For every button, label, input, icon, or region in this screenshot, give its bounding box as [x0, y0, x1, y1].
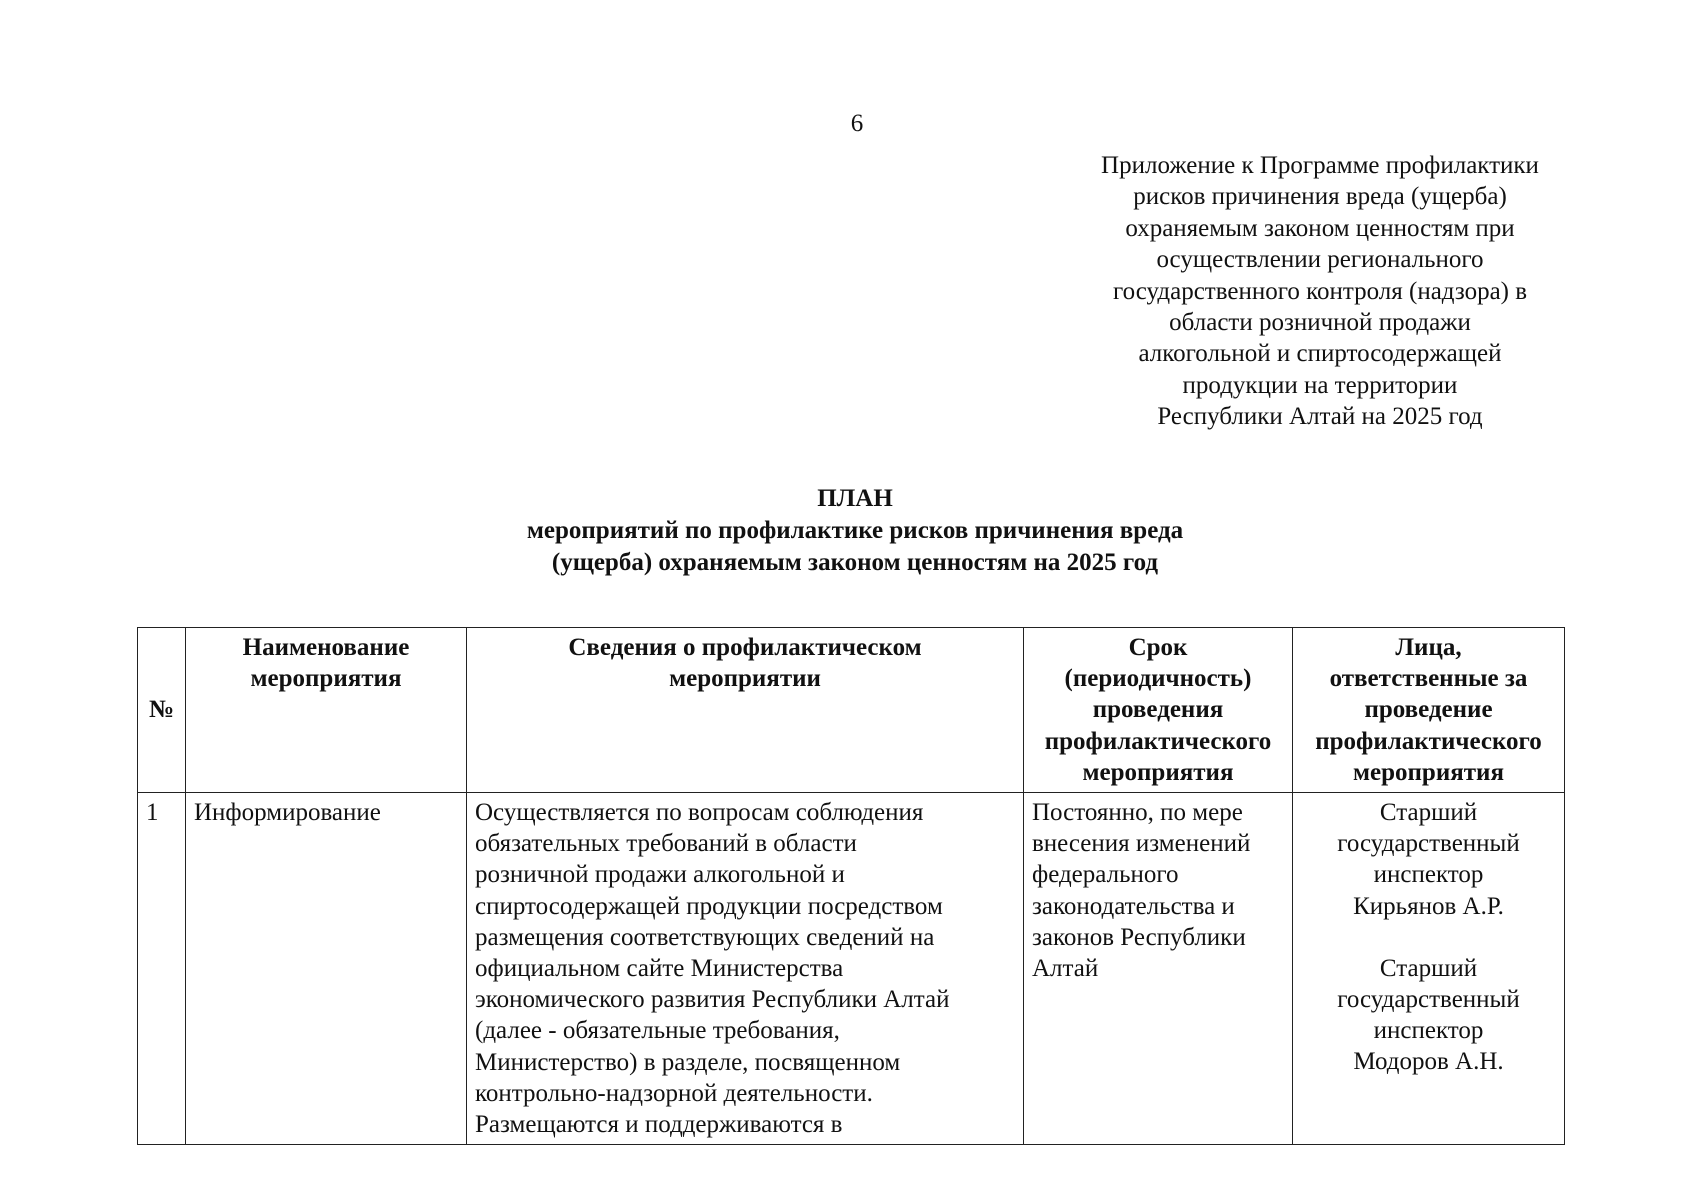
appendix-line: Приложение к Программе профилактики [1101, 152, 1539, 179]
header-line: Наименование [242, 634, 410, 661]
header-line: ответственные за [1329, 665, 1528, 693]
header-line: Лица, [1395, 634, 1462, 661]
plan-table [137, 627, 1565, 1145]
spacer [1301, 922, 1556, 953]
appendix-line: алкогольной и спиртосодержащей [1138, 340, 1502, 368]
cell-line: Старший [1379, 799, 1478, 827]
cell-line: размещения соответствующих сведений на [475, 923, 935, 951]
column-header-number: № [138, 628, 186, 793]
cell-line: внесения изменений [1032, 830, 1251, 858]
column-header-responsible [1293, 628, 1565, 793]
appendix-line: осуществлении регионального [1156, 246, 1484, 274]
appendix-line: области розничной продажи [1169, 309, 1471, 337]
column-header-term [1024, 628, 1293, 793]
cell-line: законодательства и [1032, 892, 1235, 920]
cell-line: государственный [1337, 986, 1520, 1014]
cell-line: контрольно-надзорной деятельности. [475, 1079, 873, 1107]
plan-heading [420, 483, 1290, 579]
cell-number: 1 [138, 793, 186, 1145]
cell-line: Постоянно, по мере [1032, 799, 1243, 827]
cell-line: инспектор [1373, 861, 1484, 889]
header-line: мероприятия [250, 665, 402, 693]
header-line: проведения [1092, 696, 1224, 724]
column-header-name [186, 628, 467, 793]
appendix-line: государственного контроля (надзора) в [1112, 277, 1528, 305]
cell-name: Информирование [186, 793, 467, 1145]
header-line: Срок [1128, 634, 1188, 661]
cell-line: Министерство) в разделе, посвященном [475, 1048, 901, 1076]
cell-responsible [1293, 793, 1565, 1145]
header-line: профилактического [1315, 727, 1542, 755]
table-row [138, 793, 1565, 1145]
cell-line: законов Республики [1032, 923, 1246, 951]
cell-line: Осуществляется по вопросам соблюдения [475, 799, 924, 827]
cell-line: розничной продажи алкогольной и [475, 861, 845, 889]
cell-term [1024, 793, 1293, 1145]
header-line: мероприятии [669, 665, 821, 693]
header-line: мероприятия [1082, 758, 1234, 786]
appendix-note [1060, 150, 1580, 433]
plan-title: ПЛАН [817, 485, 893, 512]
page-number: 6 [850, 110, 864, 137]
header-line: профилактического [1044, 727, 1272, 755]
table-header-row [138, 628, 1565, 793]
cell-line: (далее - обязательные требования, [475, 1017, 840, 1045]
plan-subtitle-line: (ущерба) охраняемым законом ценностям на 2025 год [551, 549, 1159, 576]
cell-line: официальном сайте Министерства [475, 955, 844, 983]
cell-line: государственный [1337, 830, 1520, 858]
cell-line: обязательных требований в области [475, 830, 857, 858]
appendix-line: охраняемым законом ценностям при [1125, 214, 1515, 242]
header-line: (периодичность) [1064, 665, 1252, 693]
header-line: Сведения о профилактическом [568, 634, 922, 661]
cell-line: Кирьянов А.Р. [1353, 892, 1504, 920]
column-header-info [467, 628, 1024, 793]
cell-line: спиртосодержащей продукции посредством [475, 892, 943, 920]
cell-line: экономического развития Республики Алтай [475, 986, 950, 1014]
header-line: проведение [1364, 696, 1493, 724]
appendix-line: Республики Алтай на 2025 год [1157, 403, 1483, 431]
cell-line: Старший [1379, 954, 1478, 982]
cell-line: инспектор [1373, 1017, 1484, 1045]
cell-line: Размещаются и поддерживаются в [475, 1111, 843, 1139]
cell-line: федерального [1032, 861, 1179, 889]
appendix-line: продукции на территории [1182, 371, 1458, 399]
cell-line: Модоров А.Н. [1353, 1048, 1504, 1076]
cell-info [467, 793, 1024, 1145]
plan-subtitle-line: мероприятий по профилактике рисков причинения вреда [526, 517, 1184, 544]
cell-line: Алтай [1032, 955, 1099, 983]
header-line: мероприятия [1353, 758, 1504, 786]
appendix-line: рисков причинения вреда (ущерба) [1133, 183, 1507, 211]
